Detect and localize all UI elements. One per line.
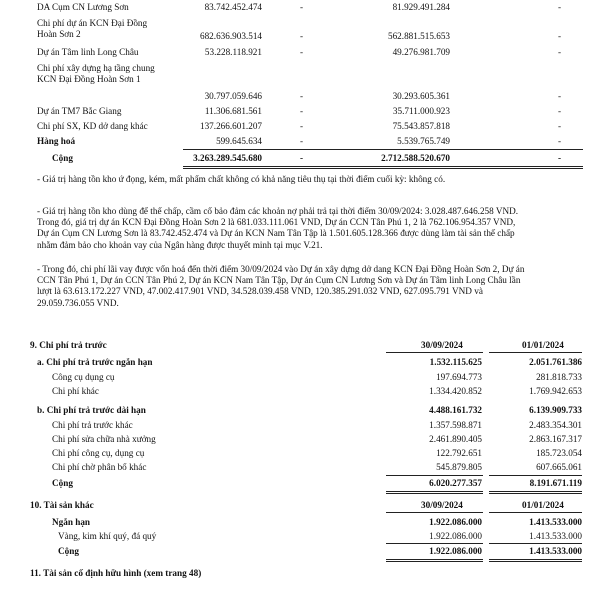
subheading-long-term: b. Chi phí trả trước dài hạn: [37, 405, 146, 415]
table-cell: 4.488.161.732: [429, 405, 482, 415]
table-cell: 137.266.601.207: [199, 121, 262, 131]
note-line: lượt là 63.613.172.227 VND, 47.002.417.901 VND, 34.528.039.458 VND, 120.385.291.032 VND, 627.095.791 VND và: [37, 286, 483, 297]
section-heading: 10. Tài sản khác: [30, 500, 94, 510]
divider: [386, 561, 483, 562]
table-row-label: Chi phí SX, KD dở dang khác: [37, 121, 148, 131]
table-cell: -: [558, 91, 562, 101]
table-row-label: Vàng, kim khí quý, đá quý: [58, 531, 157, 541]
total-label: Cộng: [52, 153, 73, 163]
table-cell: 3.263.289.545.680: [193, 153, 262, 163]
table-cell: 1.922.086.000: [429, 546, 482, 556]
table-cell: -: [558, 2, 562, 12]
table-cell: 185.723.054: [536, 448, 582, 458]
table-cell: -: [558, 106, 562, 116]
table-cell: 599.645.634: [216, 136, 262, 146]
table-cell: 122.792.651: [436, 448, 482, 458]
note-capitalized-interest: [37, 264, 582, 309]
table-cell: 49.276.981.709: [392, 47, 450, 57]
table-cell: -: [558, 31, 562, 41]
column-header: 30/09/2024: [421, 500, 463, 510]
table-cell: 8.191.671.119: [529, 478, 582, 488]
table-cell: -: [558, 47, 562, 57]
note-line: nhằm đảm bảo cho khoản vay của Ngân hàng được thuyết minh tại mục V.21.: [37, 239, 323, 250]
total-label: Cộng: [52, 478, 73, 488]
divider: [183, 166, 583, 167]
column-header: 30/09/2024: [421, 340, 463, 350]
divider: [386, 493, 483, 494]
table-cell: 6.139.909.733: [529, 405, 582, 415]
table-cell: 1.334.420.852: [429, 386, 482, 396]
divider: [386, 491, 483, 492]
table-row-label: Chi phí sửa chữa nhà xưởng: [52, 434, 156, 444]
table-cell: -: [300, 91, 304, 101]
table-cell: 75.543.857.818: [392, 121, 450, 131]
divider: [489, 559, 582, 560]
column-header: 01/01/2024: [522, 340, 564, 350]
table-row-label: Chi phí công cụ, dụng cụ: [52, 448, 145, 458]
table-cell: 562.881.515.653: [387, 31, 450, 41]
table-cell: 2.712.588.520.670: [381, 153, 450, 163]
table-row-label: Chi phí dự án KCN Đại Đồng Hoàn Sơn 2: [37, 18, 148, 39]
divider: [386, 512, 483, 513]
table-cell: -: [300, 136, 304, 146]
table-row-label: Chi phí trả trước khác: [52, 420, 133, 430]
divider: [489, 491, 582, 492]
table-cell: 197.694.773: [436, 372, 482, 382]
table-cell: 81.929.491.284: [392, 2, 450, 12]
divider: [489, 475, 582, 476]
table-cell: 35.711.000.923: [392, 106, 450, 116]
table-cell: -: [300, 106, 304, 116]
divider: [489, 561, 582, 562]
table-cell: 1.769.942.653: [529, 386, 582, 396]
table-row-label: Chi phí xây dựng hạ tầng chung KCN Đại Đồng Hoàn Sơn 1: [37, 63, 155, 84]
table-cell: 2.483.354.301: [529, 420, 582, 430]
table-cell: 1.413.533.000: [529, 517, 582, 527]
table-cell: 607.665.061: [536, 462, 582, 472]
table-cell: 281.818.733: [536, 372, 582, 382]
divider: [489, 543, 582, 544]
table-cell: 2.461.890.405: [429, 434, 482, 444]
table-cell: -: [300, 31, 304, 41]
divider: [386, 543, 483, 544]
table-row-label: Công cụ dụng cụ: [52, 372, 115, 382]
subheading-short-term: Ngắn hạn: [52, 517, 91, 527]
table-row-label: DA Cụm CN Lương Sơn: [37, 2, 129, 12]
note-line: Dự án Cụm CN Lương Sơn là 83.742.452.474 và Dự án KCN Nam Tân Tập là 1.501.605.128.366 được dùng làm tài sản thế chấp: [37, 228, 515, 239]
table-cell: 1.413.533.000: [529, 531, 582, 541]
table-cell: 1.532.115.625: [429, 357, 482, 367]
table-cell: -: [300, 2, 304, 12]
divider: [489, 352, 582, 353]
note-pledged-inventory: [37, 206, 582, 251]
note-line: - Trong đó, chi phí lãi vay được vốn hoá đến thời điểm 30/09/2024 vào Dự án xây dựng dở dang KCN Đại Đồng Hoàn Sơn 2, Dự án: [37, 264, 525, 274]
column-header: 01/01/2024: [522, 500, 564, 510]
note-line: Trong đó, giá trị dự án KCN Đại Đồng Hoàn Sơn 2 là 681.033.111.061 VND, Dự án CCN Tân Phú 1, 2 là 762.106.954.357 VND,: [37, 217, 516, 228]
table-cell: 11.306.681.561: [204, 106, 262, 116]
table-cell: 83.742.452.474: [204, 2, 262, 12]
table-cell: -: [300, 47, 304, 57]
table-cell: 1.922.086.000: [429, 517, 482, 527]
goods-label: Hàng hoá: [37, 136, 76, 146]
section-heading: 9. Chi phí trả trước: [30, 340, 107, 350]
table-row-label: Chi phí khác: [52, 386, 99, 396]
table-cell: 30.797.059.646: [204, 91, 262, 101]
table-row-label: Chi phí chờ phân bổ khác: [52, 462, 147, 472]
table-row-label: Dự án Tâm linh Long Châu: [37, 47, 139, 57]
table-row-label: Dự án TM7 Bắc Giang: [37, 106, 122, 116]
table-cell: 30.293.605.361: [392, 91, 450, 101]
note-line: 29.059.736.055 VND.: [37, 297, 119, 308]
divider: [489, 493, 582, 494]
section-heading-next: 11. Tài sản cố định hữu hình (xem trang 48): [30, 568, 202, 578]
table-cell: 682.636.903.514: [199, 31, 262, 41]
table-cell: -: [558, 121, 562, 131]
table-cell: 5.539.765.749: [397, 136, 450, 146]
subheading-short-term: a. Chi phí trả trước ngắn hạn: [37, 357, 153, 367]
note-line: - Giá trị hàng tồn kho dùng để thế chấp, cầm cố bảo đảm các khoản nợ phải trả tại thời điểm 30/09/2024: 3.028.487.646.258 VND.: [37, 206, 519, 216]
table-cell: 1.357.598.871: [429, 420, 482, 430]
total-label: Cộng: [58, 546, 79, 556]
divider: [386, 475, 483, 476]
divider: [386, 352, 483, 353]
table-cell: 2.051.761.386: [529, 357, 582, 367]
table-cell: -: [300, 153, 304, 163]
table-cell: 1.413.533.000: [529, 546, 582, 556]
table-cell: 545.879.805: [436, 462, 482, 472]
divider: [386, 559, 483, 560]
table-cell: 1.922.086.000: [429, 531, 482, 541]
note-obsolete-inventory: - Giá trị hàng tồn kho ứ đọng, kém, mất phẩm chất không có khả năng tiêu thụ tại thời điểm cuối kỳ: không có.: [37, 174, 446, 184]
divider: [183, 149, 583, 150]
table-cell: -: [558, 136, 562, 146]
divider: [183, 168, 583, 169]
table-cell: 6.020.277.357: [429, 478, 482, 488]
table-cell: 2.863.167.317: [529, 434, 582, 444]
table-cell: 53.228.118.921: [204, 47, 262, 57]
table-cell: -: [300, 121, 304, 131]
divider: [489, 512, 582, 513]
table-cell: -: [558, 153, 562, 163]
note-line: CCN Tân Phú 1, Dự án CCN Tân Phú 2, Dự án KCN Nam Tân Tập, Dự án Cụm CN Lương Sơn và Dự án Tâm linh Long Châu lần: [37, 275, 521, 286]
